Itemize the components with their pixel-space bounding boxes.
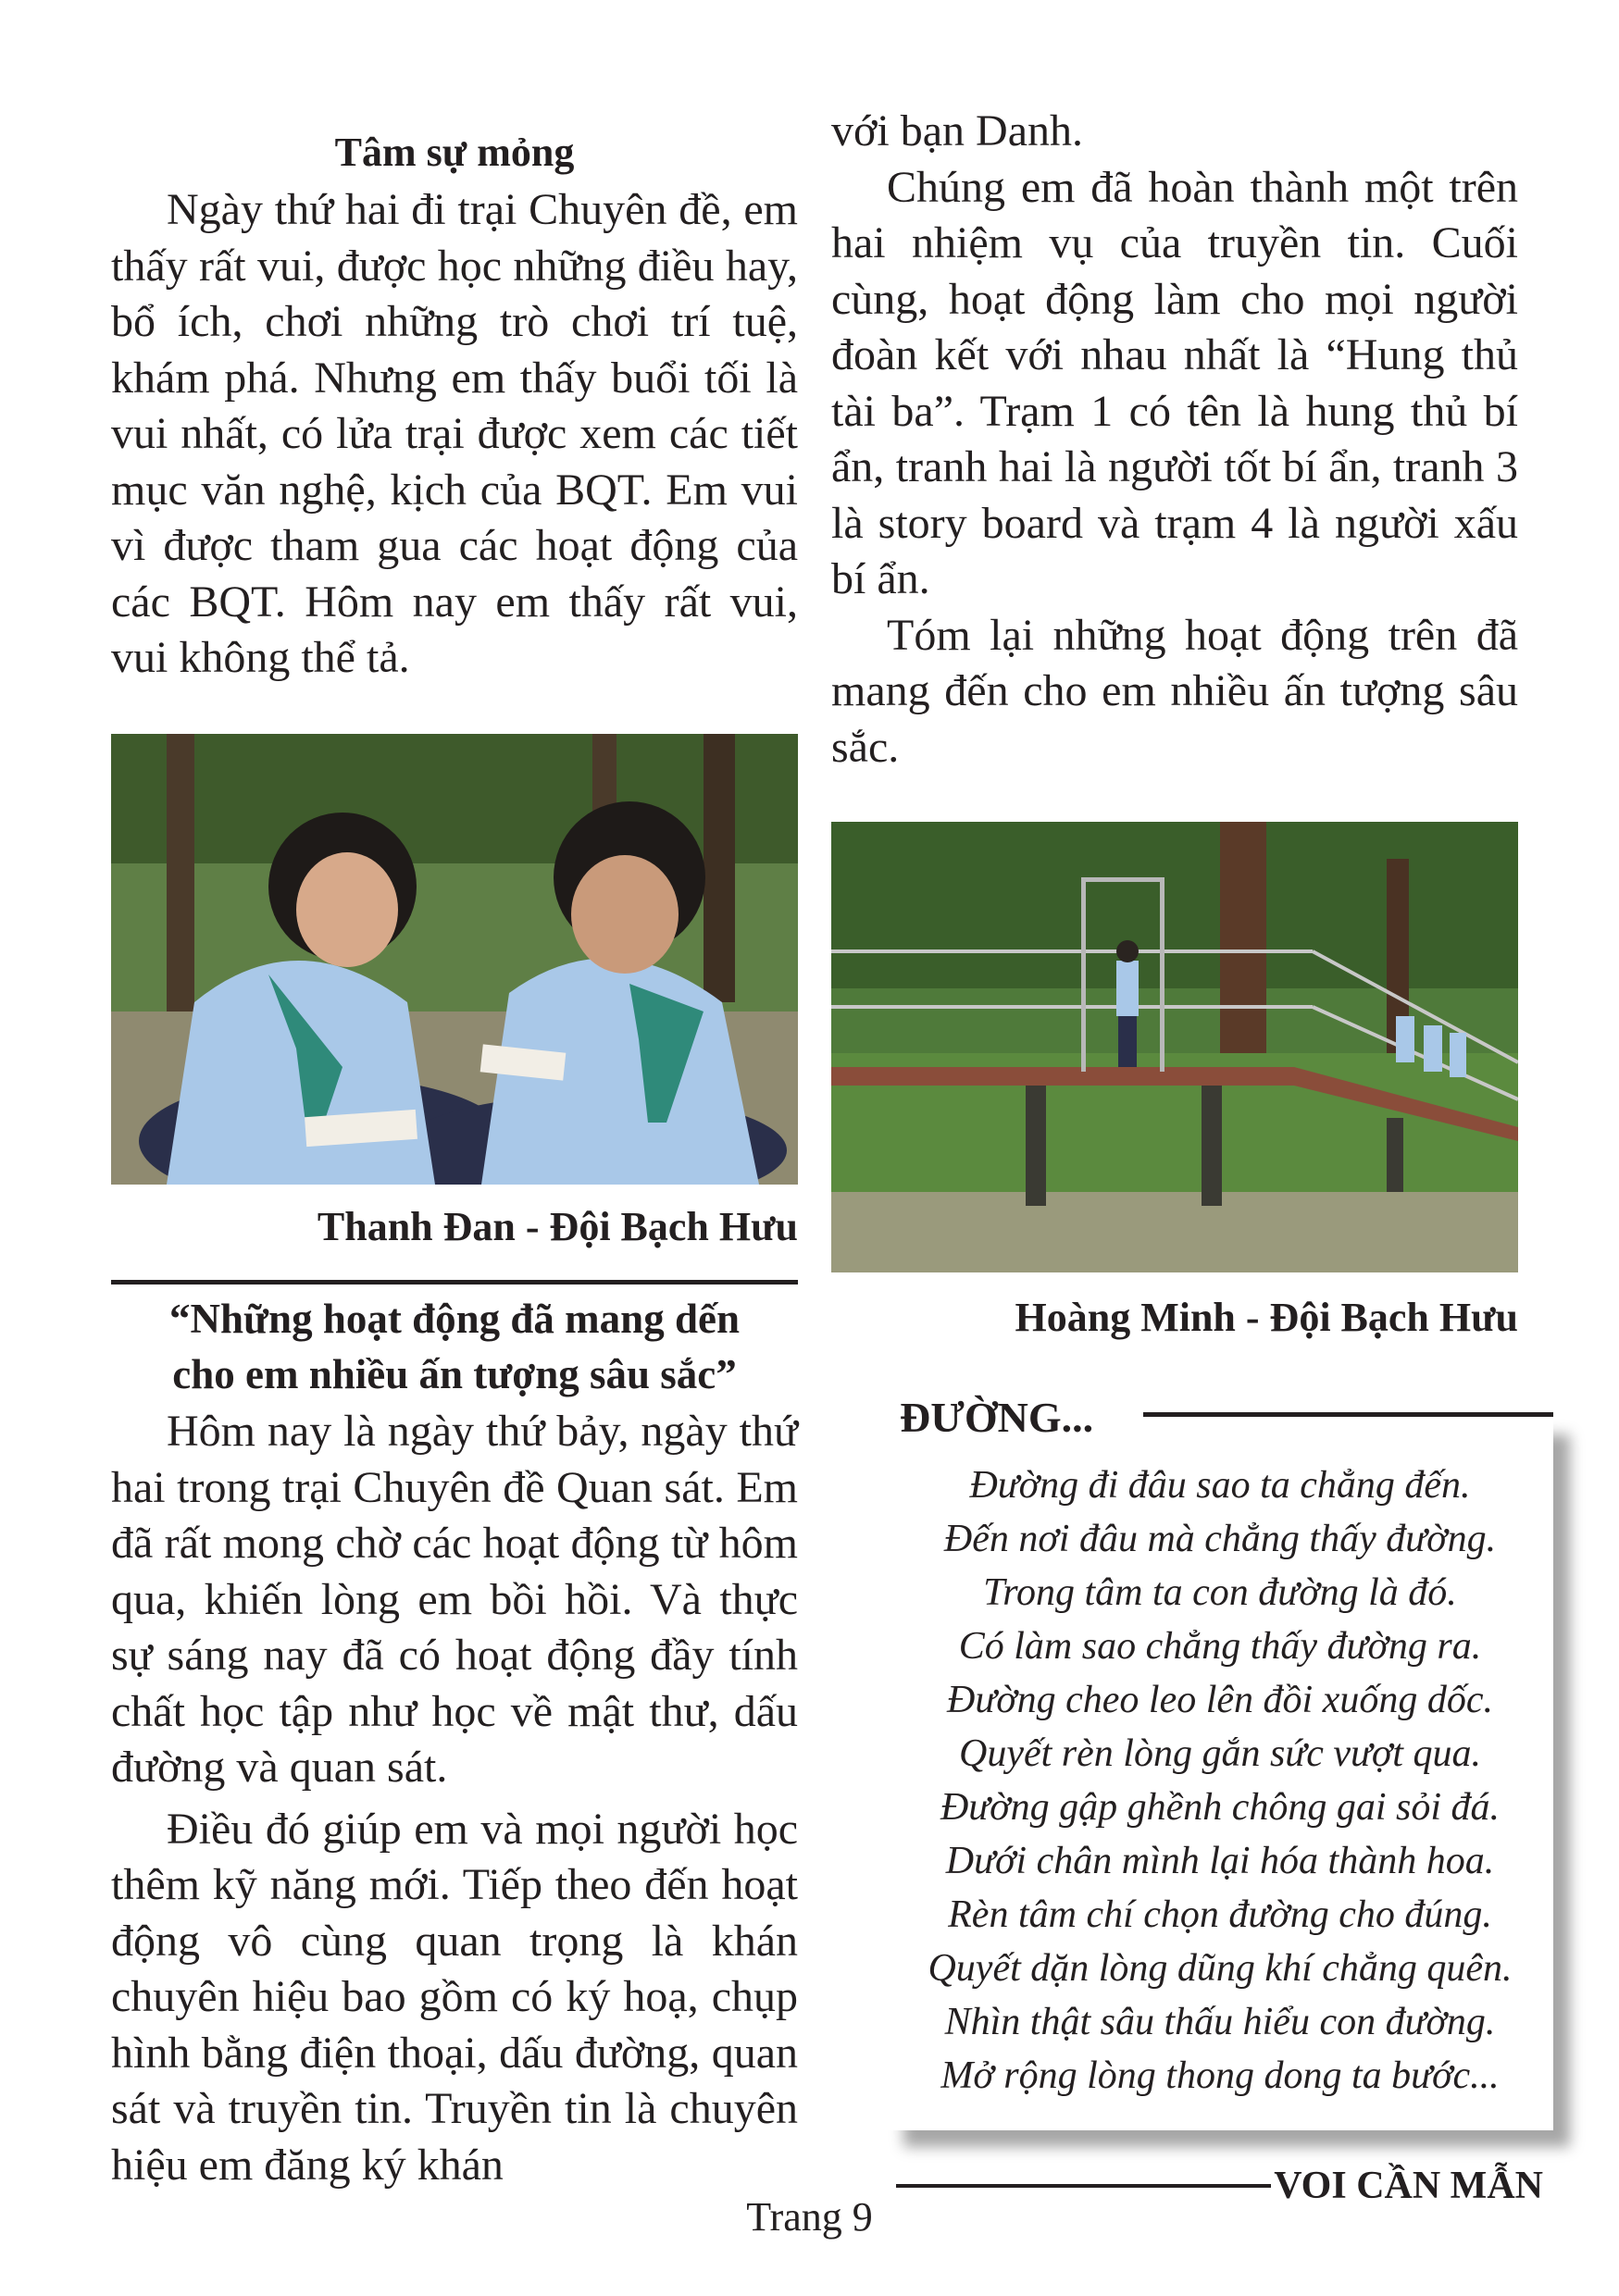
poem-line: Trong tâm ta con đường là đó. (983, 1571, 1457, 1614)
photo-caption-1: Thanh Đan - Đội Bạch Hưu (317, 1204, 798, 1249)
photo-girls-writing-image (111, 734, 798, 1185)
article-1-title: Tâm sự mỏng (334, 130, 575, 175)
poem-title-rule (1143, 1412, 1553, 1417)
poem-line: Dưới chân mình lại hóa thành hoa. (945, 1840, 1495, 1882)
poem-line: Nhìn thật sâu thấu hiểu con đường. (944, 2001, 1496, 2043)
poem-line: Có làm sao chẳng thấy đường ra. (958, 1625, 1482, 1668)
poem-line: Đường cheo leo lên đồi xuống dốc. (946, 1679, 1493, 1721)
poem-line: Quyết rèn lòng gắn sức vượt qua. (959, 1732, 1481, 1775)
article-2-body-1: Hôm nay là ngày thứ bảy, ngày thứ hai trong trại Chuyên đề Quan sát. Em đã rất mong chờ các hoạt động từ hôm qua, khiến lòng em bồi hồi. Và thực sự sáng nay đã có hoạt động đầy tính chất học tập như học về mật thư, dấu đường và quan sát. (111, 1407, 798, 1792)
poem-line: Đường gập ghềnh chông gai sỏi đá. (940, 1786, 1501, 1829)
article-2-body-3: với bạn Danh. (831, 106, 1083, 155)
article-2-body-2: Điều đó giúp em và mọi người học thêm kỹ năng mới. Tiếp theo đến hoạt động vô cùng quan trọng là khán chuyên hiệu bao gồm có ký hoạ, chụp hình bằng điện thoại, dấu đường, quan sát và truyền tin. Truyền tin là chuyên hiệu em đăng ký khán (111, 1804, 798, 2190)
photo-bridge (831, 822, 1518, 1272)
article-1-body: Ngày thứ hai đi trại Chuyên đề, em thấy rất vui, được học những điều hay, bổ ích, chơi những trò chơi trí tuệ, khám phá. Nhưng em thấy buổi tối là vui nhất, có lửa trại được xem các tiết mục văn nghệ, kịch của BQT. Em vui vì được tham gua các hoạt động của các BQT. Hôm nay em thấy rất vui, vui không thể tả. (111, 185, 798, 682)
poem-line: Rèn tâm chí chọn đường cho đúng. (948, 1893, 1492, 1936)
photo-girls-writing (111, 734, 798, 1185)
page-number: Trang 9 (746, 2194, 873, 2240)
article-2-body-4: Chúng em đã hoàn thành một trên hai nhiệm vụ của truyền tin. Cuối cùng, hoạt động làm cho mọi người đoàn kết với nhau nhất là “Hung thủ tài ba”. Trạm 1 có tên là hung thủ bí ẩn, tranh hai là người tốt bí ẩn, tranh 3 là story board và trạm 4 là người xấu bí ẩn. (831, 162, 1518, 603)
photo-bridge-image (831, 822, 1518, 1272)
section-divider (111, 1280, 798, 1285)
poem-title: ĐƯỜNG... (900, 1394, 1094, 1441)
poem-line: Đường đi đâu sao ta chẳng đến. (969, 1464, 1471, 1507)
article-2-title-line-2: cho em nhiều ấn tượng sâu sắc” (172, 1351, 737, 1397)
article-1 (111, 125, 798, 687)
article-2-body-5: Tóm lại những hoạt động trên đã mang đến cho em nhiều ấn tượng sâu sắc. (831, 610, 1518, 772)
article-2-title-line-1: “Những hoạt động đã mang dến (169, 1296, 740, 1342)
poem-author: VOI CẦN MẪN (1274, 2165, 1543, 2207)
photo-caption-2: Hoàng Minh - Đội Bạch Hưu (1015, 1295, 1518, 1340)
article-2-continued (831, 104, 1518, 776)
article-2 (111, 1291, 798, 2193)
signature-rule (896, 2184, 1271, 2188)
poem-line: Mở rộng lòng thong dong ta bước... (940, 2054, 1500, 2097)
poem-line: Quyết dặn lòng dũng khí chẳng quên. (928, 1947, 1513, 1990)
poem-line: Đến nơi đâu mà chẳng thấy đường. (943, 1518, 1497, 1560)
